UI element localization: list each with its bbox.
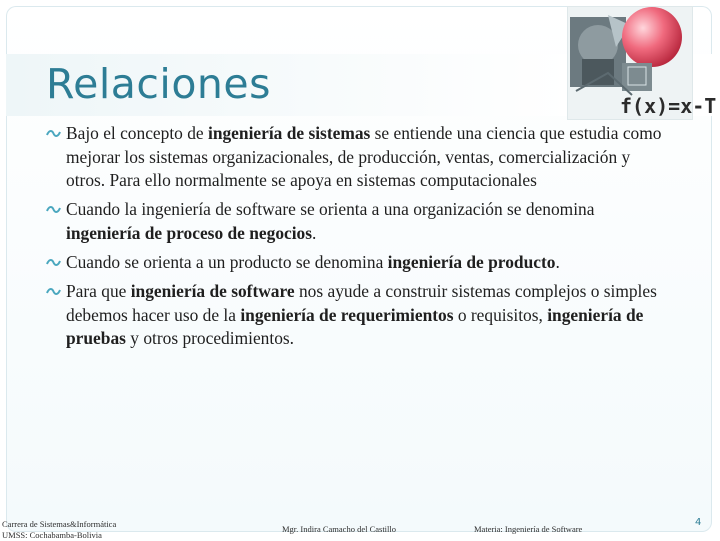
bullet-text: Bajo el concepto de <box>66 123 208 143</box>
wave-bullet-icon <box>46 258 61 267</box>
footer-author: Mgr. Indira Camacho del Castillo <box>282 524 397 534</box>
footer-career: Carrera de Sistemas&Informática <box>2 519 117 529</box>
bullet-text: . <box>555 251 560 272</box>
bullet-item-2 <box>46 198 670 245</box>
bullet-item-4 <box>46 280 670 351</box>
formula-text: f(x)=x-T <box>620 94 717 118</box>
bullet-text: y otros procedimientos. <box>125 328 295 349</box>
bullet-text: Para que <box>66 281 131 302</box>
bullet-item-3 <box>46 251 670 275</box>
bullet-item-1 <box>46 122 670 193</box>
bullet-text: o requisitos, <box>453 304 548 325</box>
page-title: Relaciones <box>46 60 271 108</box>
wave-bullet-icon <box>46 287 61 296</box>
math-collage-icon <box>567 6 717 120</box>
bullet-text: nos ayude a construir sistemas complejos o simples debemos hacer uso de la <box>66 281 657 325</box>
wave-bullet-icon <box>46 205 61 214</box>
bold-term: ingeniería de pruebas <box>66 304 644 349</box>
bold-term: ingeniería de requerimientos <box>240 304 454 325</box>
bullet-text: se entiende una ciencia que estudia como mejorar los sistemas organizacionales, de producción, ventas, comercialización y otros. Para ello normalmente se apoya en sistemas computacionales <box>66 123 662 191</box>
bullet-text: Cuando se orienta a un producto se denomina <box>66 251 388 272</box>
footer-subject: Materia: Ingeniería de Software <box>474 524 583 534</box>
bullet-list <box>46 122 670 356</box>
wave-bullet-icon <box>46 129 61 138</box>
bold-term: ingeniería de proceso de negocios <box>66 222 313 243</box>
bold-term: ingeniería de software <box>130 281 295 302</box>
page-number: 4 <box>695 517 702 528</box>
bullet-text: Cuando la ingeniería de software se orienta a una organización se denomina <box>66 199 595 220</box>
bold-term: ingeniería de producto <box>387 251 556 272</box>
bold-term: ingeniería de sistemas <box>207 123 371 143</box>
footer-left <box>2 519 116 541</box>
bullet-text: . <box>312 222 317 243</box>
footer-university: UMSS: Cochabamba-Bolivia <box>2 530 102 540</box>
